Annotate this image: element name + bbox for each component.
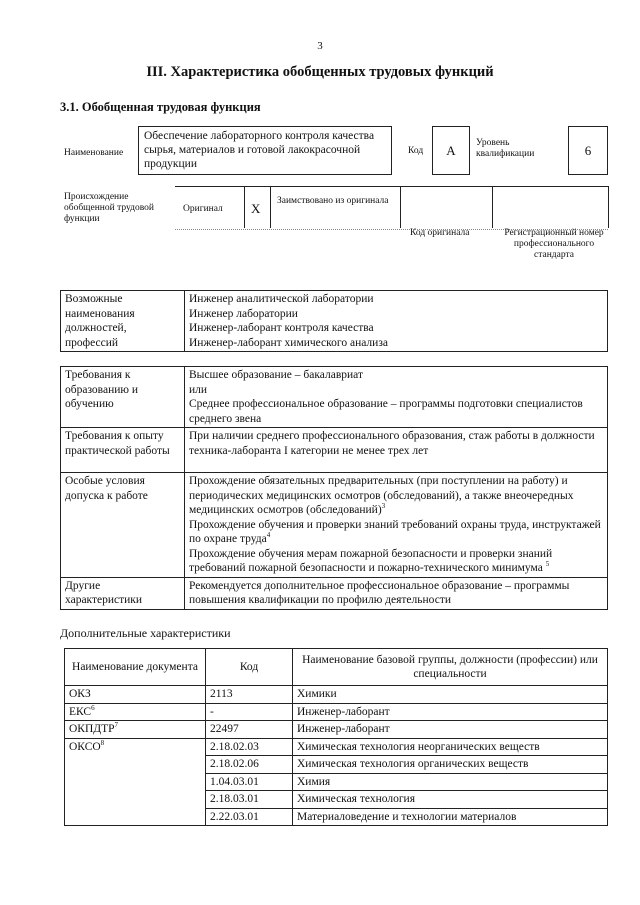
header-doc: Наименование документа [65, 649, 206, 686]
footnote-ref: 7 [114, 721, 119, 730]
code-cell: 2.18.02.03 [206, 738, 293, 756]
name-cell: Химическая технология [293, 791, 608, 809]
origin-row [175, 186, 608, 230]
footnote-ref: 8 [100, 738, 105, 747]
req-line: Высшее образование – бакалавриат [189, 369, 363, 381]
requirements-table [60, 366, 608, 610]
positions-label: Возможные наименования должностей, профессий [61, 291, 185, 352]
uroven-value: 6 [568, 126, 608, 175]
table-row [65, 738, 608, 756]
req-special-label: Особые условия допуска к работе [61, 473, 185, 578]
name-cell: Химики [293, 686, 608, 704]
doc-cell [65, 738, 206, 826]
footnote-ref: 5 [545, 560, 550, 569]
req-line: Прохождение обучения мерам пожарной безопасности и проверки знаний требований пожарной безопасности и пожарно-технического минимума [189, 547, 553, 574]
origin-original: Оригинал [183, 204, 223, 214]
table-row [65, 686, 608, 704]
req-line: Прохождение обучения и проверки знаний требований охраны труда, инструктажей по охране труда [189, 518, 601, 545]
origin-label: Происхождение обобщенной трудовой функции [64, 192, 154, 224]
table-row [65, 721, 608, 739]
req-education-value [185, 367, 608, 428]
req-experience-label: Требования к опыту практической работы [61, 428, 185, 473]
req-other-value: Рекомендуется дополнительное профессиональное образование – программы повышения квалификации по профилю деятельности [185, 577, 608, 609]
req-experience-value: При наличии среднего профессионального образования, стаж работы в должности техника-лаборанта I категории не менее трех лет [185, 428, 608, 473]
code-cell: 2.18.03.01 [206, 791, 293, 809]
req-line: или [189, 383, 208, 396]
reg-number: Регистрационный номер профессионального стандарта [504, 228, 604, 260]
name-cell: Химия [293, 773, 608, 791]
doc-cell [65, 721, 206, 739]
code-cell: 2113 [206, 686, 293, 704]
footnote-ref: 6 [91, 703, 95, 712]
doc-cell [65, 703, 206, 721]
subsection-title: 3.1. Обобщенная трудовая функция [60, 100, 261, 114]
req-education-label: Требования к образованию и обучению [61, 367, 185, 428]
kod-label: Код [408, 146, 424, 156]
name-cell: Инженер-лаборант [293, 721, 608, 739]
name-cell: Материаловедение и технологии материалов [293, 808, 608, 826]
code-cell: 22497 [206, 721, 293, 739]
req-line: Прохождение обязательных предварительных (при поступлении на работу) и периодических медицинских осмотров (обследований), а также внеочередных медицинских осмотров (обследований) [189, 475, 574, 516]
req-other-label: Другие характеристики [61, 577, 185, 609]
kod-value: А [432, 126, 470, 175]
name-cell: Химическая технология органических веществ [293, 756, 608, 774]
footnote-ref: 4 [266, 531, 271, 540]
code-cell: - [206, 703, 293, 721]
page-number: 3 [317, 40, 323, 52]
kod-originala: Код оригинала [410, 228, 470, 238]
name-cell: Химическая технология неорганических веществ [293, 738, 608, 756]
doc-cell [65, 686, 206, 704]
positions-list [185, 291, 608, 352]
doc-name: ОКПДТР [69, 723, 115, 735]
footnote-ref: 3 [381, 502, 386, 511]
req-special-value [185, 473, 608, 578]
header-name: Наименование базовой группы, должности (профессии) или специальности [293, 649, 608, 686]
positions-table [60, 290, 608, 352]
additional-title: Дополнительные характеристики [60, 626, 231, 640]
uroven-label: Уровень квалификации [476, 138, 535, 159]
section-title: III. Характеристика обобщенных трудовых функций [146, 64, 494, 80]
table-row [65, 703, 608, 721]
naim-label: Наименование [64, 148, 124, 158]
code-cell: 2.22.03.01 [206, 808, 293, 826]
additional-table [64, 648, 608, 826]
header-code: Код [206, 649, 293, 686]
origin-mark: X [251, 201, 261, 216]
req-line: Среднее профессиональное образование – программы подготовки специалистов среднего звена [189, 398, 583, 425]
position-item: Инженер лаборатории [189, 307, 298, 320]
doc-name: ОКЗ [69, 688, 91, 700]
doc-name: ЕКС [69, 705, 92, 718]
position-item: Инженер аналитической лаборатории [189, 293, 374, 305]
code-cell: 2.18.02.06 [206, 756, 293, 774]
code-cell: 1.04.03.01 [206, 773, 293, 791]
name-cell: Инженер-лаборант [293, 703, 608, 721]
function-name: Обеспечение лабораторного контроля качества сырья, материалов и готовой лакокрасочной продукции [138, 126, 392, 175]
doc-name: ОКСО [69, 740, 101, 753]
position-item: Инженер-лаборант химического анализа [189, 336, 388, 349]
origin-borrowed: Заимствовано из оригинала [277, 196, 389, 206]
position-item: Инженер-лаборант контроля качества [189, 322, 374, 334]
